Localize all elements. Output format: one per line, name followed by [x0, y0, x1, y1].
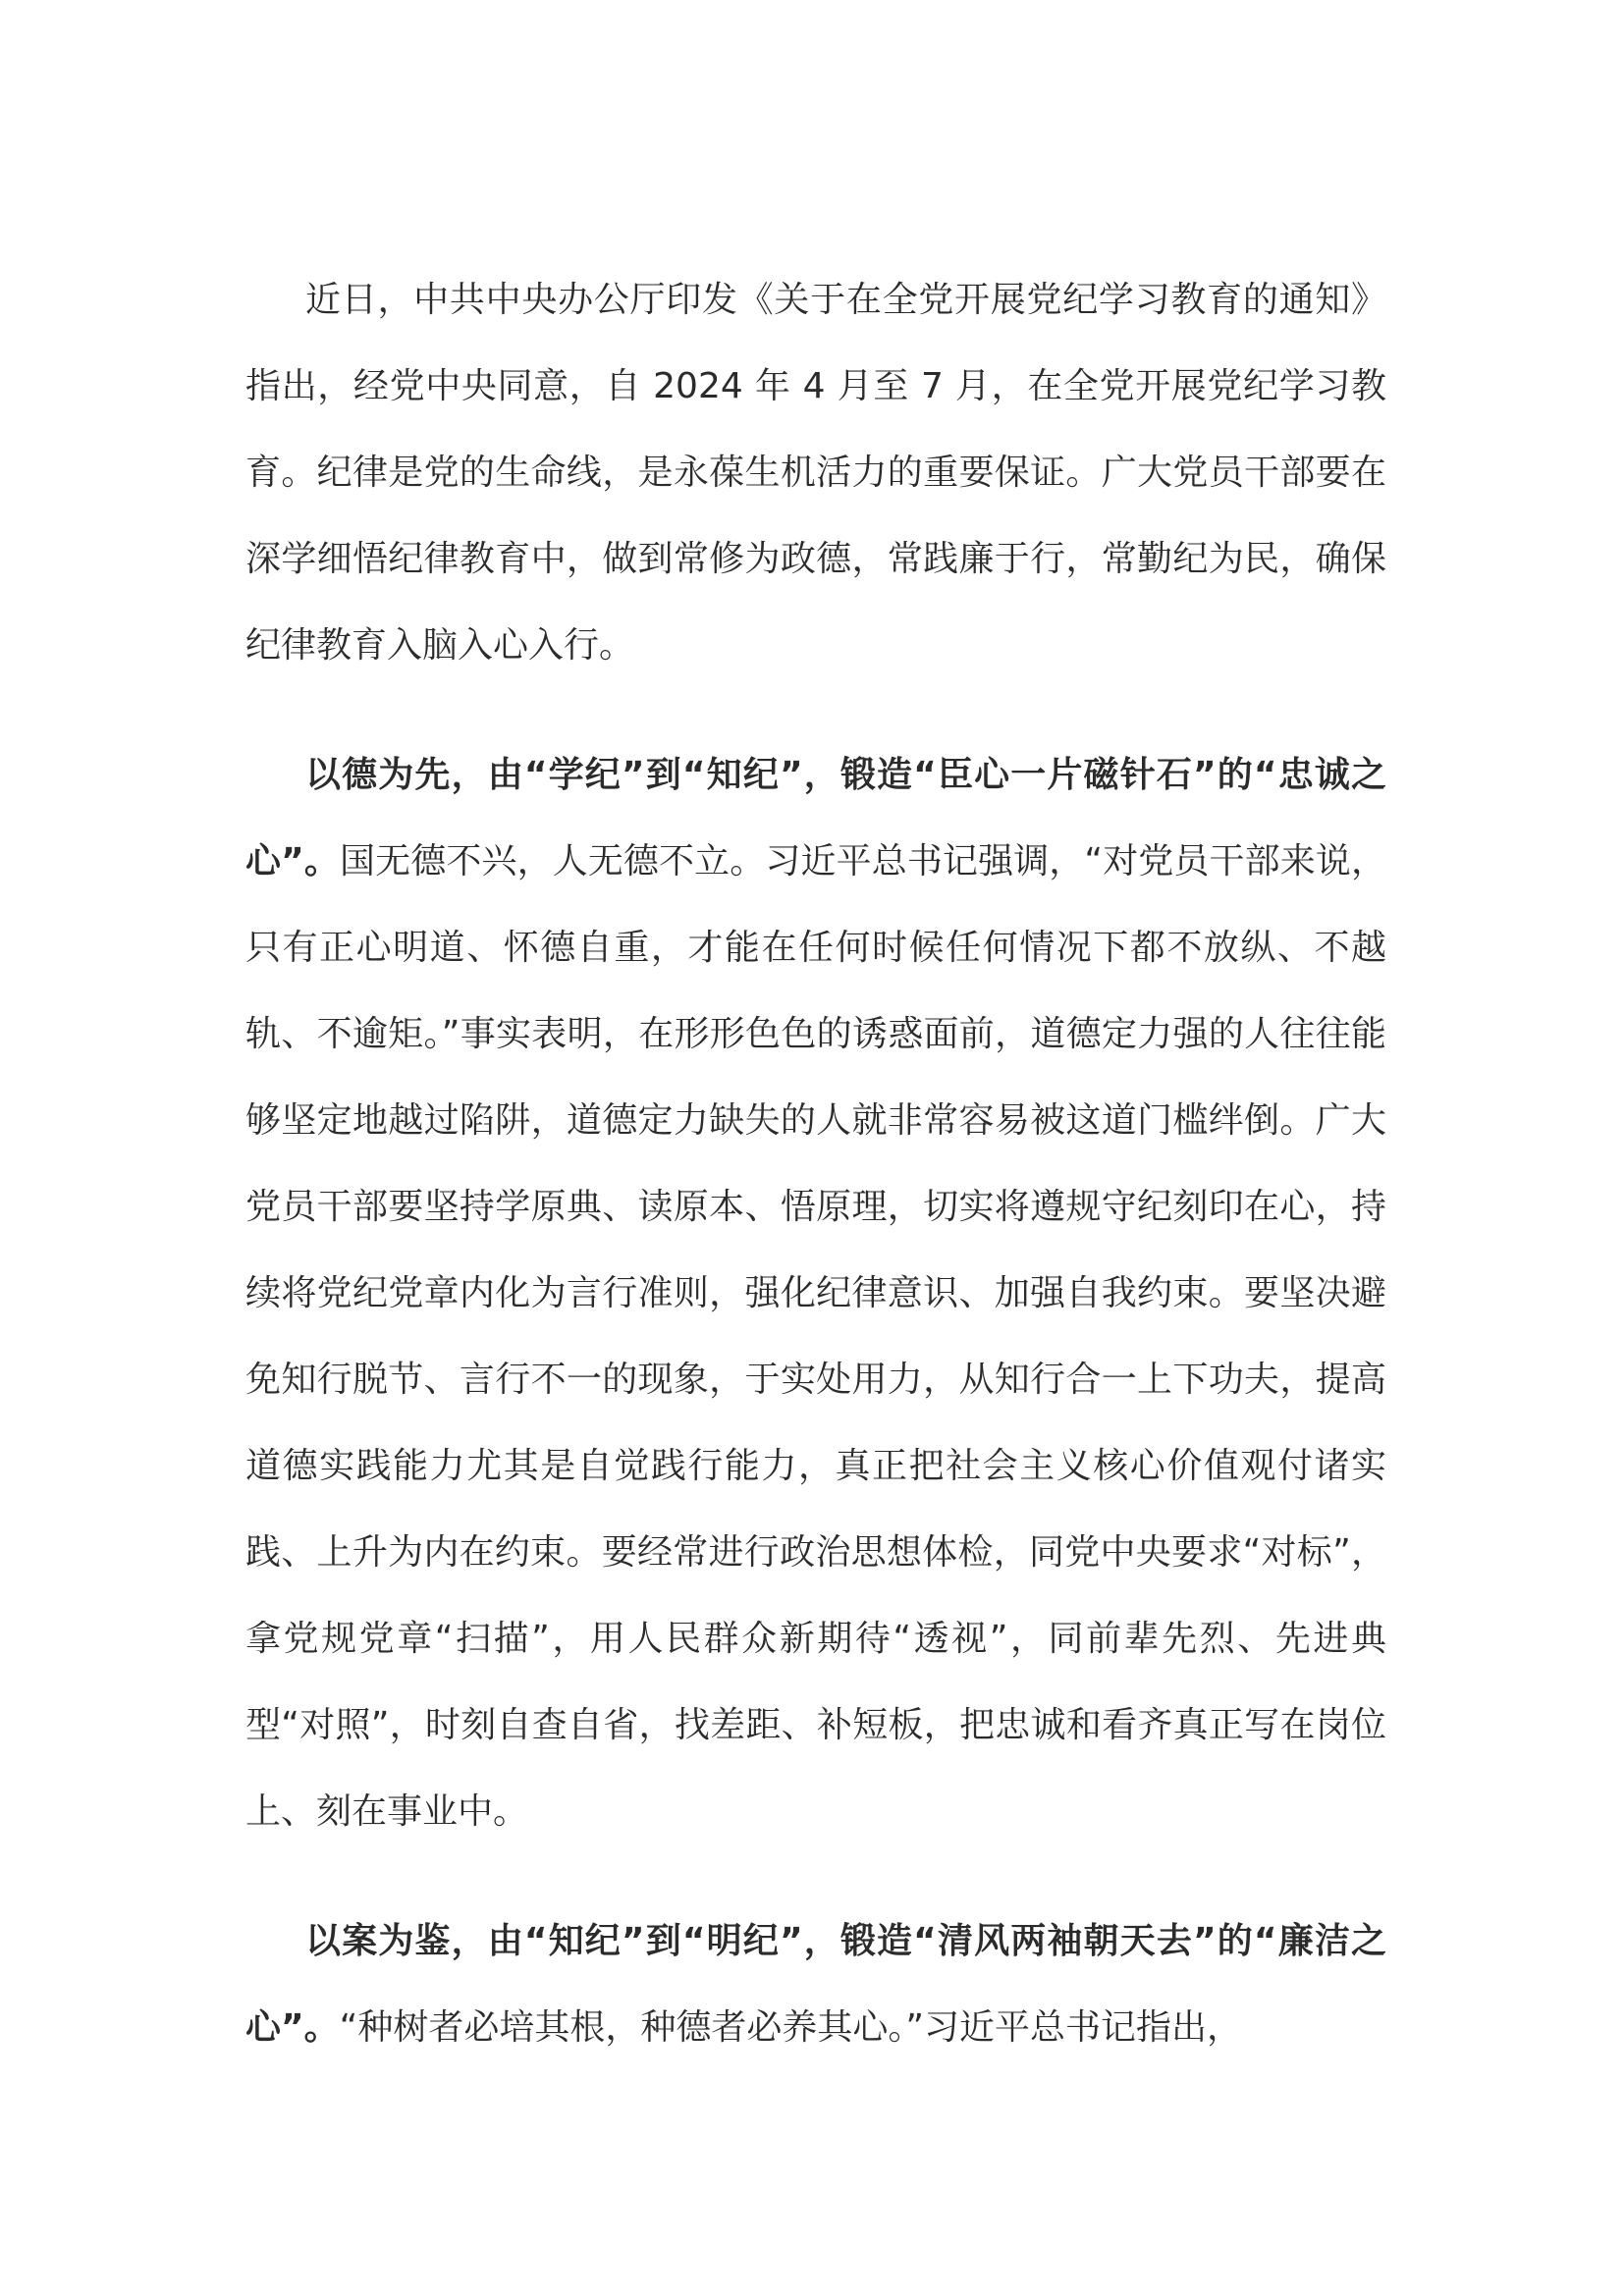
paragraph-text: 近日，中共中央办公厅印发《关于在全党开展党纪学习教育的通知》指出，经党中央同意，自 2024 年 4 月至 7 月，在全党开展党纪学习教育。纪律是党的生命线，是永葆生机活力的重要保证。广大党员干部要在深学细悟纪律教育中，做到常修为政德，常践廉于行，常勤纪为民，确保纪律教育入脑入心入行。 — [245, 280, 1386, 666]
paragraph-integrity — [245, 1898, 1386, 2071]
paragraph-text: “种树者必培其根，种德者必养其心。”习近平总书记指出， — [339, 2007, 1242, 2048]
paragraph-loyalty — [245, 732, 1386, 1855]
paragraph-text: 国无德不兴，人无德不立。习近平总书记强调，“对党员干部来说，只有正心明道、怀德自重，才能在任何时候任何情况下都不放纵、不越轨、不逾矩。”事实表明，在形形色色的诱惑面前，道德定力强的人往往能够坚定地越过陷阱，道德定力缺失的人就非常容易被这道门槛绊倒。广大党员干部要坚持学原典、读原本、悟原理，切实将遵规守纪刻印在心，持续将党纪党章内化为言行准则，强化纪律意识、加强自我约束。要坚决避免知行脱节、言行不一的现象，于实处用力，从知行合一上下功夫，提高道德实践能力尤其是自觉践行能力，真正把社会主义核心价值观付诸实践、上升为内在约束。要经常进行政治思想体检，同党中央要求“对标”，拿党规党章“扫描”，用人民群众新期待“透视”，同前辈先烈、先进典型“对照”，时刻自查自省，找差距、补短板，把忠诚和看齐真正写在岗位上、刻在事业中。 — [245, 841, 1386, 1832]
document-page — [245, 257, 1386, 2071]
paragraph-intro — [245, 257, 1386, 689]
paragraph-lead: 以案为鉴，由“知纪”到“明纪”，锻造“清风两袖朝天去”的“廉洁之心”。 — [245, 1921, 1386, 2048]
paragraph-lead: 以德为先，由“学纪”到“知纪”，锻造“臣心一片磁针石”的“忠诚之心”。 — [245, 755, 1386, 881]
